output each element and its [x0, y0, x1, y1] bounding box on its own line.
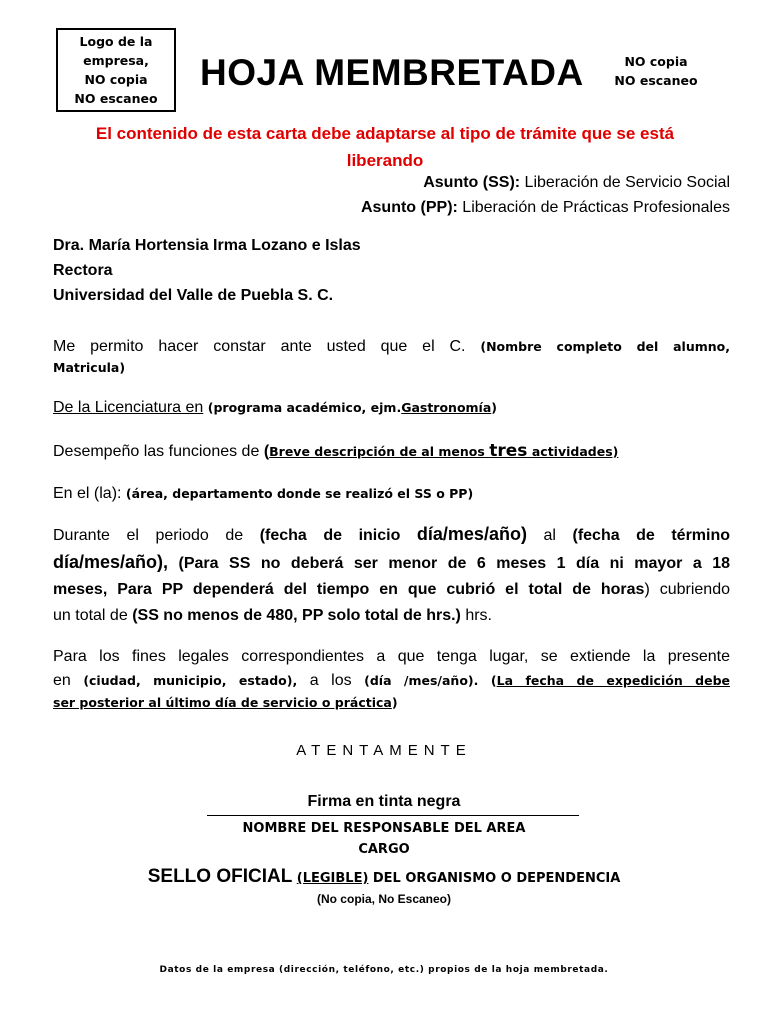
responsible-name: NOMBRE DEL RESPONSABLE DEL AREA — [242, 821, 526, 836]
body-text: un total de — [53, 607, 128, 624]
subject-ss — [423, 174, 730, 192]
no-copy-footnote: (No copia, No Escaneo) — [316, 892, 452, 906]
paragraph-line — [53, 645, 730, 669]
body-text: Para los fines legales correspondientes a que tenga lugar, se extiende la presente — [53, 648, 730, 665]
field-placeholder: (día /mes/año). — [364, 673, 479, 688]
recipient-name: Dra. María Hortensia Irma Lozano e Islas — [53, 237, 361, 254]
signature-instruction: Firma en tinta negra — [307, 793, 461, 810]
body-text: ) cubriendo — [644, 581, 731, 598]
paragraph-line — [53, 359, 730, 377]
body-text: Me permito hacer constar ante usted que el C. — [53, 338, 466, 355]
field-placeholder: (Para SS no deberá ser menor de 6 meses 1 día ni mayor a 18 — [178, 555, 730, 572]
subject-text: Liberación de Prácticas Profesionales — [462, 199, 730, 216]
official-seal-note — [0, 866, 768, 888]
paragraph-legal — [53, 645, 730, 713]
paragraph-line — [53, 669, 730, 693]
logo-box-line: NO escaneo — [74, 91, 158, 106]
signature-line — [207, 815, 579, 816]
field-placeholder: ser posterior al último día de servicio o práctica — [53, 695, 392, 710]
recipient-institution: Universidad del Valle de Puebla S. C. — [53, 287, 334, 304]
logo-placeholder-box — [56, 28, 176, 112]
field-bracket: ( — [263, 443, 270, 460]
recipient-position: Rectora — [53, 262, 113, 279]
paragraph-line — [53, 603, 730, 629]
field-placeholder: (ciudad, municipio, estado), — [83, 673, 298, 688]
body-text: De la Licenciatura en — [53, 399, 204, 416]
page-title: HOJA MEMBRETADA — [200, 52, 584, 93]
field-placeholder: (SS no menos de 480, PP solo total de hrs.) — [132, 607, 461, 624]
seal-organism: DEL ORGANISMO O DEPENDENCIA — [372, 871, 621, 886]
paragraph-student — [53, 335, 730, 377]
body-text: En el (la): — [53, 485, 122, 502]
field-placeholder: meses, Para PP dependerá del tiempo en que cubrió el total de horas — [53, 581, 645, 598]
field-placeholder: (programa académico, ejm. — [207, 400, 402, 415]
no-copy-line: NO escaneo — [614, 73, 698, 88]
body-text: en — [53, 672, 71, 689]
logo-box-line: empresa, — [83, 53, 149, 68]
logo-box-line: NO copia — [84, 72, 148, 87]
paragraph-line — [53, 521, 730, 549]
paragraph-area — [53, 482, 730, 506]
paragraph-line — [53, 335, 730, 359]
subject-pp — [361, 199, 730, 217]
subject-text: Liberación de Servicio Social — [524, 174, 730, 191]
seal-legible: (LEGIBLE) — [296, 871, 369, 886]
field-date: día/mes/año) — [416, 524, 527, 544]
field-placeholder: actividades) — [531, 444, 619, 459]
body-text: hrs. — [465, 607, 492, 624]
paragraph-program — [53, 396, 730, 420]
paragraph-line — [53, 577, 730, 603]
letterhead-footer: Datos de la empresa (dirección, teléfono, etc.) propios de la hoja membretada. — [159, 965, 609, 975]
field-placeholder: (área, departamento donde se realizó el SS o PP) — [125, 486, 474, 501]
warning-note: El contenido de esta carta debe adaptarse al tipo de trámite que se está liberando — [95, 124, 675, 170]
paragraph-period — [53, 521, 730, 629]
no-copy-line: NO copia — [624, 54, 688, 69]
body-text: al — [543, 527, 556, 544]
field-placeholder: (Nombre completo del alumno, — [480, 339, 730, 354]
body-text: a los — [309, 672, 352, 689]
subject-label: Asunto (PP): — [360, 199, 458, 216]
responsible-position: CARGO — [358, 842, 410, 857]
closing-atentamente: ATENTAMENTE — [296, 742, 472, 759]
paragraph-functions — [53, 439, 730, 464]
field-date: día/mes/año), — [53, 552, 169, 572]
logo-box-line: Logo de la — [79, 34, 153, 49]
field-placeholder: (fecha de término — [572, 527, 731, 544]
field-example: Gastronomía — [401, 400, 492, 415]
no-copy-note — [608, 52, 704, 90]
field-placeholder: Breve descripción de al menos — [269, 444, 485, 459]
field-placeholder: ) — [491, 400, 498, 415]
paragraph-line — [53, 549, 730, 577]
subject-label: Asunto (SS): — [423, 174, 521, 191]
field-placeholder: La fecha de expedición debe — [496, 673, 730, 688]
seal-label: SELLO OFICIAL — [147, 866, 293, 887]
paragraph-line — [53, 693, 730, 713]
field-bracket: ( — [490, 673, 497, 688]
body-text: Desempeño las funciones de — [53, 443, 260, 460]
field-bracket: ) — [391, 695, 398, 710]
body-text: Durante el periodo de — [53, 527, 244, 544]
field-placeholder: (fecha de inicio — [259, 527, 401, 544]
field-placeholder: Matricula) — [53, 360, 126, 375]
field-emphasis: tres — [489, 441, 528, 461]
